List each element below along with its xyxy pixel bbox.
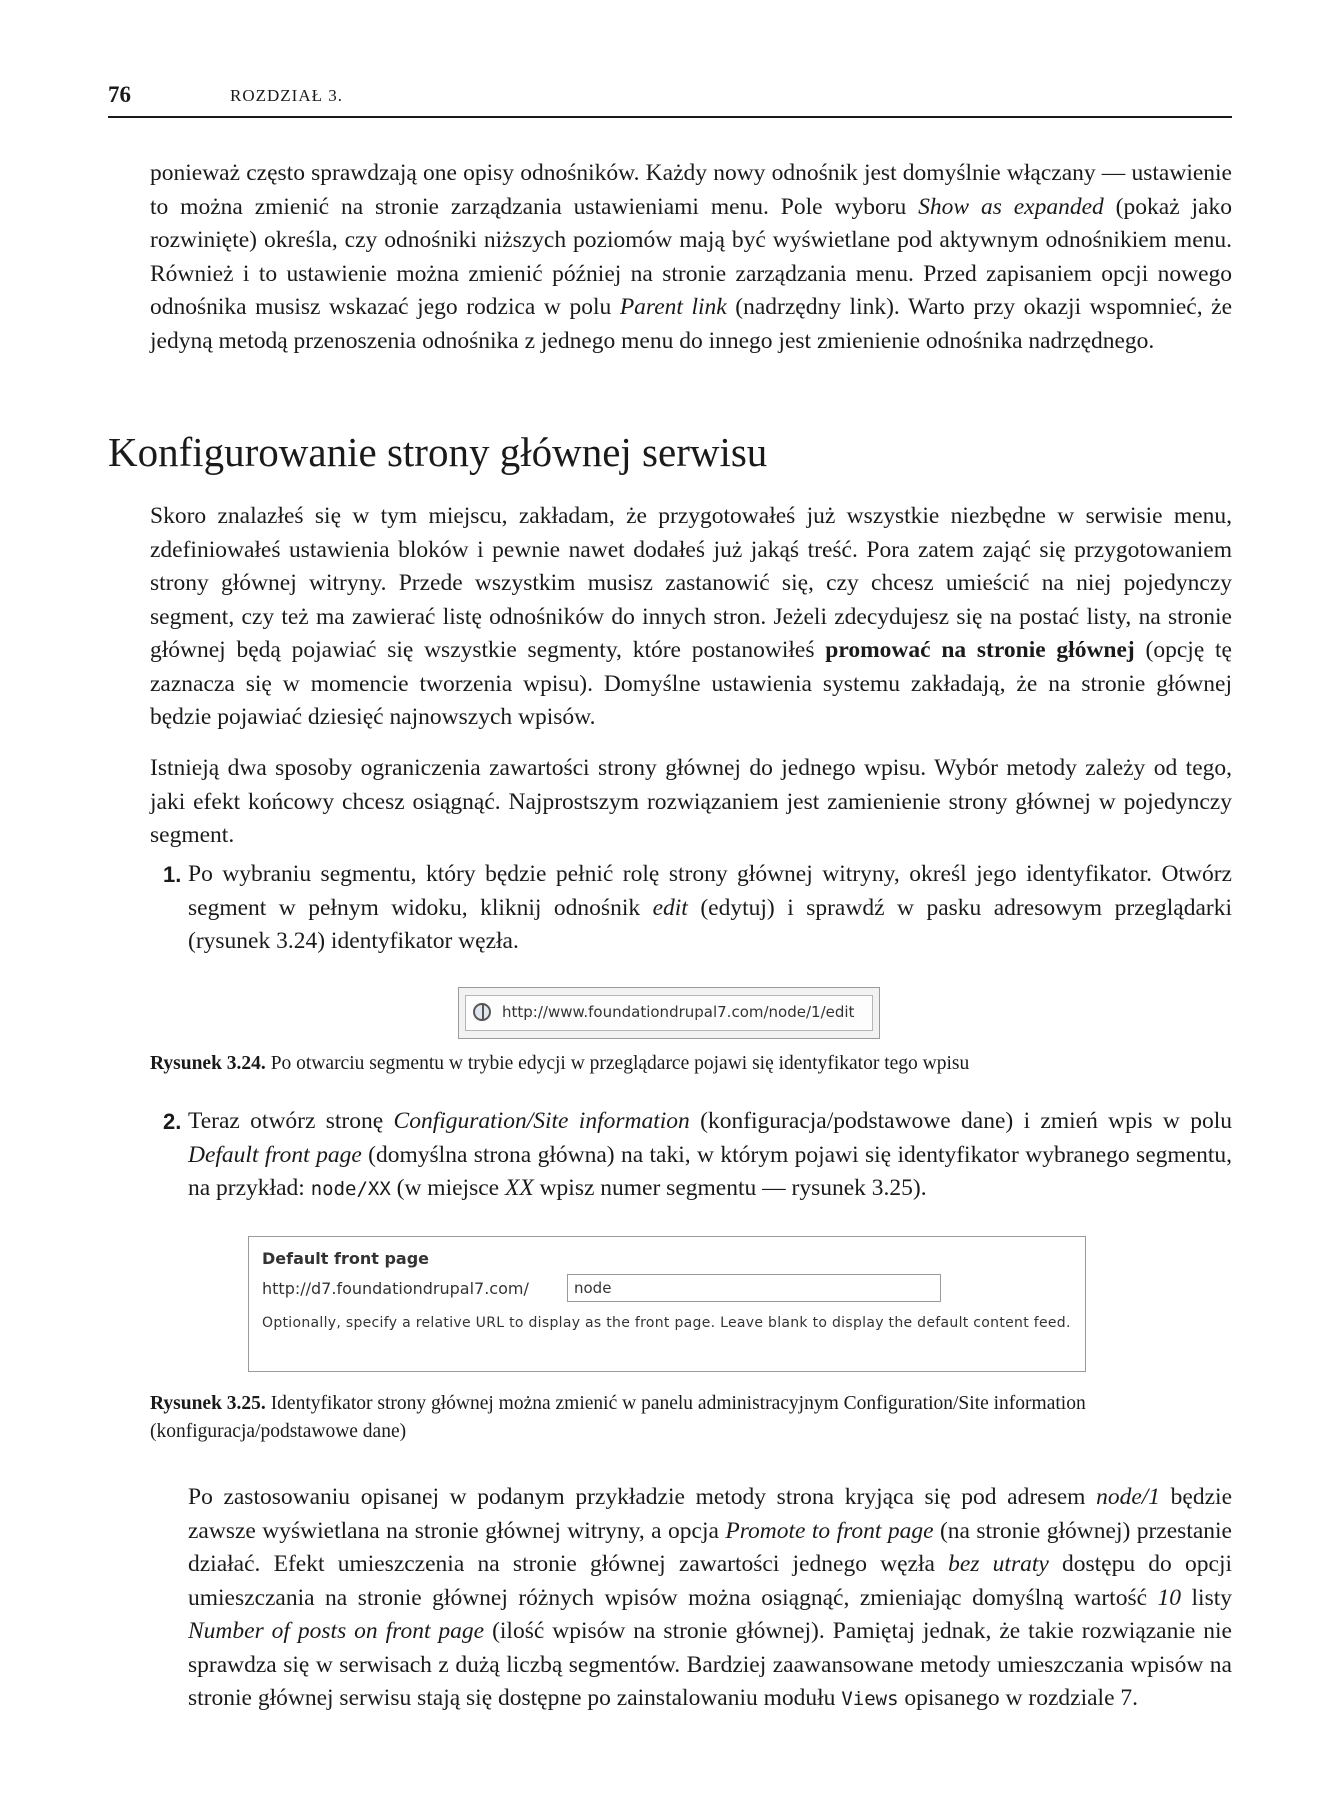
- italic-term: bez utraty: [948, 1551, 1049, 1577]
- italic-term: edit: [652, 894, 688, 921]
- italic-term: node/1: [1096, 1484, 1161, 1510]
- list-item-text: [188, 858, 1232, 959]
- text-run: Po wybraniu segmentu, który będzie pełnić rolę strony głównej witryny, określ jego identyfikator. Otwórz segment w pełnym widoku, kliknij odnośnik: [188, 861, 1232, 921]
- list-item-text: [188, 1105, 1232, 1207]
- text-run: opisanego w rozdziale 7.: [898, 1685, 1139, 1711]
- figure-caption: [150, 1050, 1232, 1078]
- text-run: wpisz numer segmentu — rysunek 3.25).: [533, 1175, 927, 1201]
- text-run: (w miejsce: [390, 1175, 505, 1201]
- caption-text: Po otwarciu segmentu w trybie edycji w przeglądarce pojawi się identyfikator tego wpisu: [265, 1053, 970, 1074]
- italic-term: Promote to front page: [725, 1517, 934, 1544]
- paragraph-front-page-intro: [150, 500, 1232, 735]
- front-page-help-text: Optionally, specify a relative URL to display as the front page. Leave blank to display the default content feed.: [262, 1315, 1071, 1331]
- text-run: dostępu do opcji umieszczania na stronie głównej różnych wpisów można osiągnąć, zmieniając domyślną wartość: [188, 1551, 1232, 1611]
- paragraph-two-methods: Istnieją dwa sposoby ograniczenia zawartości strony głównej do jednego wpisu. Wybór metody zależy od tego, jaki efekt końcowy chcesz osiągnąć. Najprostszym rozwiązaniem jest zamienienie strony głównej w pojedynczy segment.: [150, 755, 1232, 848]
- italic-term: 10: [1157, 1584, 1182, 1611]
- page-header: [108, 82, 1232, 118]
- inline-code: node/XX: [310, 1178, 391, 1200]
- text-run: (konfiguracja/podstawowe dane) i zmień wpis w polu: [689, 1108, 1232, 1134]
- text-run: Skoro znalazłeś się w tym miejscu, zakładam, że przygotowałeś już wszystkie niezbędne w serwisie menu, zdefiniowałeś ustawienia bloków i pewnie nawet dodałeś już jakąś treść. Pora zatem zająć się przygotowaniem strony głównej witryny. Przede wszystkim musisz zastanowić się, czy chcesz umieścić na niej pojedynczy segment, czy też ma zawierać listę odnośników do innych stron. Jeżeli zdecydujesz się na postać listy, na stronie głównej będą pojawiać się wszystkie segmenty, które postanowiłeś: [150, 503, 1232, 663]
- front-page-url-prefix: http://d7.foundationdrupal7.com/: [262, 1279, 529, 1298]
- globe-icon: [473, 1003, 491, 1021]
- figure-address-bar: [458, 987, 880, 1039]
- text-run: Po zastosowaniu opisanej w podanym przykładzie metody strona kryjąca się pod adresem: [188, 1484, 1097, 1510]
- paragraph-result: [188, 1481, 1232, 1717]
- italic-term: Configuration/Site information: [393, 1108, 690, 1134]
- caption-text: Identyfikator strony głównej można zmienić w panelu administracyjnym Configuration/Site information (konfiguracja/podstawowe dane): [150, 1393, 1086, 1442]
- caption-label: Rysunek 3.25.: [150, 1393, 266, 1414]
- text-run: ponieważ często sprawdzają one opisy odnośników. Każdy nowy odnośnik jest domyślnie włączany — ustawienie to można zmienić na stronie zarządzania ustawieniami menu. Pole wyboru: [150, 160, 1232, 220]
- text-run: (opcję tę zaznacza się w momencie tworzenia wpisu). Domyślne ustawienia systemu zakładają, że na stronie głównej będzie pojawiać dziesięć najnowszych wpisów.: [150, 637, 1232, 730]
- page-number: 76: [108, 82, 131, 107]
- inline-code: Views: [841, 1688, 899, 1710]
- intro-paragraph: [150, 157, 1232, 358]
- list-item: [150, 1105, 1232, 1207]
- text-run: (edytuj) i sprawdź w pasku adresowym przeglądarki (rysunek 3.24) identyfikator węzła.: [188, 894, 1232, 954]
- text-run: (na stronie głównej) przestanie działać. Efekt umieszczenia na stronie głównej zawartości jednego węzła: [188, 1517, 1232, 1577]
- caption-label: Rysunek 3.24.: [150, 1053, 266, 1074]
- text-run: listy: [1181, 1584, 1232, 1611]
- text-run: (domyślna strona główna) na taki, w którym pojawi się identyfikator wybranego segmentu, na przykład:: [188, 1141, 1232, 1201]
- italic-term: Parent link: [619, 294, 727, 320]
- section-heading: Konfigurowanie strony głównej serwisu: [108, 429, 768, 475]
- figure-caption: [150, 1390, 1232, 1446]
- text-run: Teraz otwórz stronę: [188, 1108, 394, 1134]
- figure-default-front-page: [248, 1236, 1086, 1372]
- list-number: 1.: [163, 862, 182, 887]
- list-number: 2.: [163, 1109, 182, 1134]
- address-bar: [465, 995, 873, 1031]
- list-item: [150, 858, 1232, 959]
- front-page-field-label: Default front page: [262, 1249, 429, 1268]
- italic-term: XX: [504, 1175, 534, 1201]
- text-run: (pokaż jako rozwinięte) określa, czy odnośniki niższych poziomów mają być wyświetlane pod aktywnym odnośnikiem menu. Również i to ustawienie można zmienić później na stronie zarządzania menu. Przed zapisaniem opcji nowego odnośnika musisz wskazać jego rodzica w polu: [150, 193, 1232, 320]
- front-page-input[interactable]: node: [567, 1274, 941, 1302]
- text-run: (nadrzędny link). Warto przy okazji wspomnieć, że jedyną metodą przenoszenia odnośnika z jednego menu do innego jest zmienienie odnośnika nadrzędnego.: [150, 294, 1233, 354]
- text-run: będzie zawsze wyświetlana na stronie głównej witryny, a opcja: [188, 1484, 1232, 1544]
- chapter-title: ROZDZIAŁ 3.: [230, 86, 343, 105]
- bold-term: promować na stronie głównej: [825, 637, 1135, 663]
- italic-term: Number of posts on front page: [188, 1618, 485, 1644]
- italic-term: Show as expanded: [918, 193, 1104, 220]
- italic-term: Default front page: [188, 1141, 362, 1168]
- text-run: (ilość wpisów na stronie głównej). Pamiętaj jednak, że takie rozwiązanie nie sprawdza się w serwisach z dużą liczbą segmentów. Bardziej zaawansowane metody umieszczania wpisów na stronie głównej serwisu stają się dostępne po zainstalowaniu modułu: [188, 1618, 1232, 1711]
- address-bar-url: http://www.foundationdrupal7.com/node/1/edit: [502, 1003, 855, 1021]
